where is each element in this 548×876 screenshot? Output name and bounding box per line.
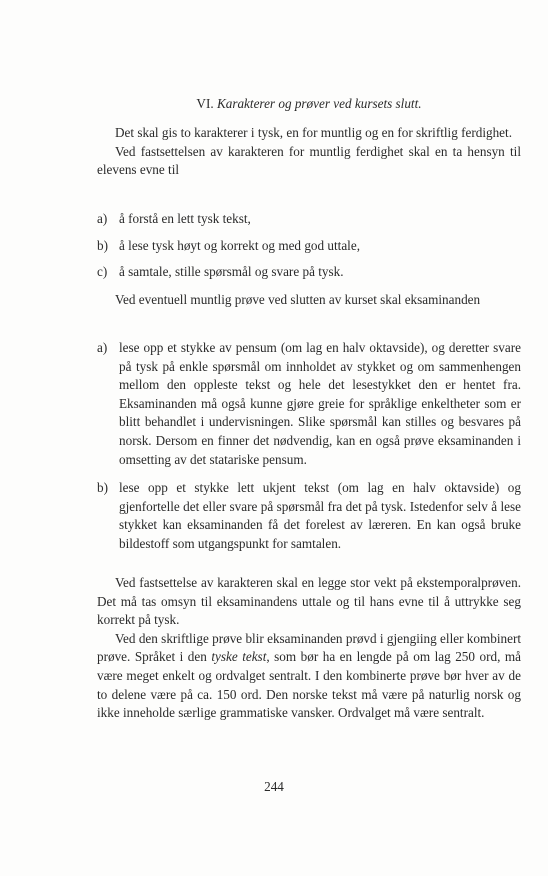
list-item — [97, 263, 521, 282]
list-item-text: lese opp et stykke av pensum (om lag en halv oktavside), og deretter svare på tysk på enkle spørsmål om innholdet av stykket og om sammenhengen mellom den oppleste tekst og hele det lesestykket den er hentet fra. Eksaminanden må også kunne gjøre greie for språklige enkeltheter som er blitt behandlet i undervisningen. Slike spørsmål kan stilles og besvares på norsk. Dersom en finner det nødvendig, kan en også prøve eksaminanden i omsetting av det statariske pensum. — [119, 340, 521, 467]
section-heading — [97, 96, 521, 112]
oral-exam-list — [97, 339, 521, 554]
list-marker: b) — [97, 237, 108, 253]
closing-text-after: , som bør ha en lengde på om lag 250 ord, må være meget enkelt og ordvalget sentralt. I den kombinerte prøve bør hver av de to delene være på ca. 150 ord. Den norske tekst må være på naturlig norsk og ikke inneholde særlige grammatiske vansker. Ordvalget må være sentralt. — [97, 649, 521, 721]
list-item-text: lese opp et stykke lett ukjent tekst (om lag en halv oktavside) og gjenfortelle det eller svare på spørsmål fra det på tysk. Istedenfor selv å lese stykket kan eksaminanden få det forelest av læreren. En kan også bruke bildestoff som utgangspunkt for samtalen. — [119, 480, 521, 551]
list-item-text: å lese tysk høyt og korrekt og med god uttale, — [119, 237, 360, 253]
closing-paragraph-1: Ved fastsettelse av karakteren skal en legge stor vekt på ekstemporalprøven. Det må tas omsyn til eksaminandens uttale og til hans evne til å uttrykke seg korrekt på tysk. — [97, 575, 521, 628]
list-item-text: å forstå en lett tysk tekst, — [119, 211, 251, 226]
oral-exam-intro: Ved eventuell muntlig prøve ved slutten av kurset skal eksaminanden — [115, 292, 481, 307]
closing-italic-term: tyske tekst — [211, 649, 267, 665]
closing-text-before: Ved den skriftlige prøve blir eksaminanden prøvd i gjengiing eller kombinert prøve. Språket i den — [97, 630, 521, 665]
list-item — [97, 339, 521, 469]
intro-block — [97, 124, 521, 180]
list-marker: a) — [97, 211, 108, 226]
list-marker: b) — [97, 480, 108, 496]
closing-block — [97, 574, 521, 723]
section-number: VI. — [196, 96, 214, 111]
list-item-text: å samtale, stille spørsmål og svare på tysk. — [119, 264, 344, 280]
abilities-list — [97, 210, 521, 290]
list-item — [97, 479, 521, 553]
list-item — [97, 237, 521, 256]
section-title: Karakterer og prøver ved kursets slutt. — [216, 96, 422, 111]
list-marker: a) — [97, 340, 108, 355]
page-number: 244 — [264, 779, 284, 794]
oral-exam-intro-block — [97, 291, 521, 310]
list-marker: c) — [97, 264, 108, 280]
intro-paragraph-1: Det skal gis to karakterer i tysk, en for muntlig og en for skriftlig ferdighet. — [115, 125, 512, 140]
intro-paragraph-2: Ved fastsettelsen av karakteren for muntlig ferdighet skal en ta hensyn til elevens evne til — [97, 143, 521, 178]
closing-paragraph-2 — [97, 630, 521, 723]
list-item — [97, 210, 521, 229]
